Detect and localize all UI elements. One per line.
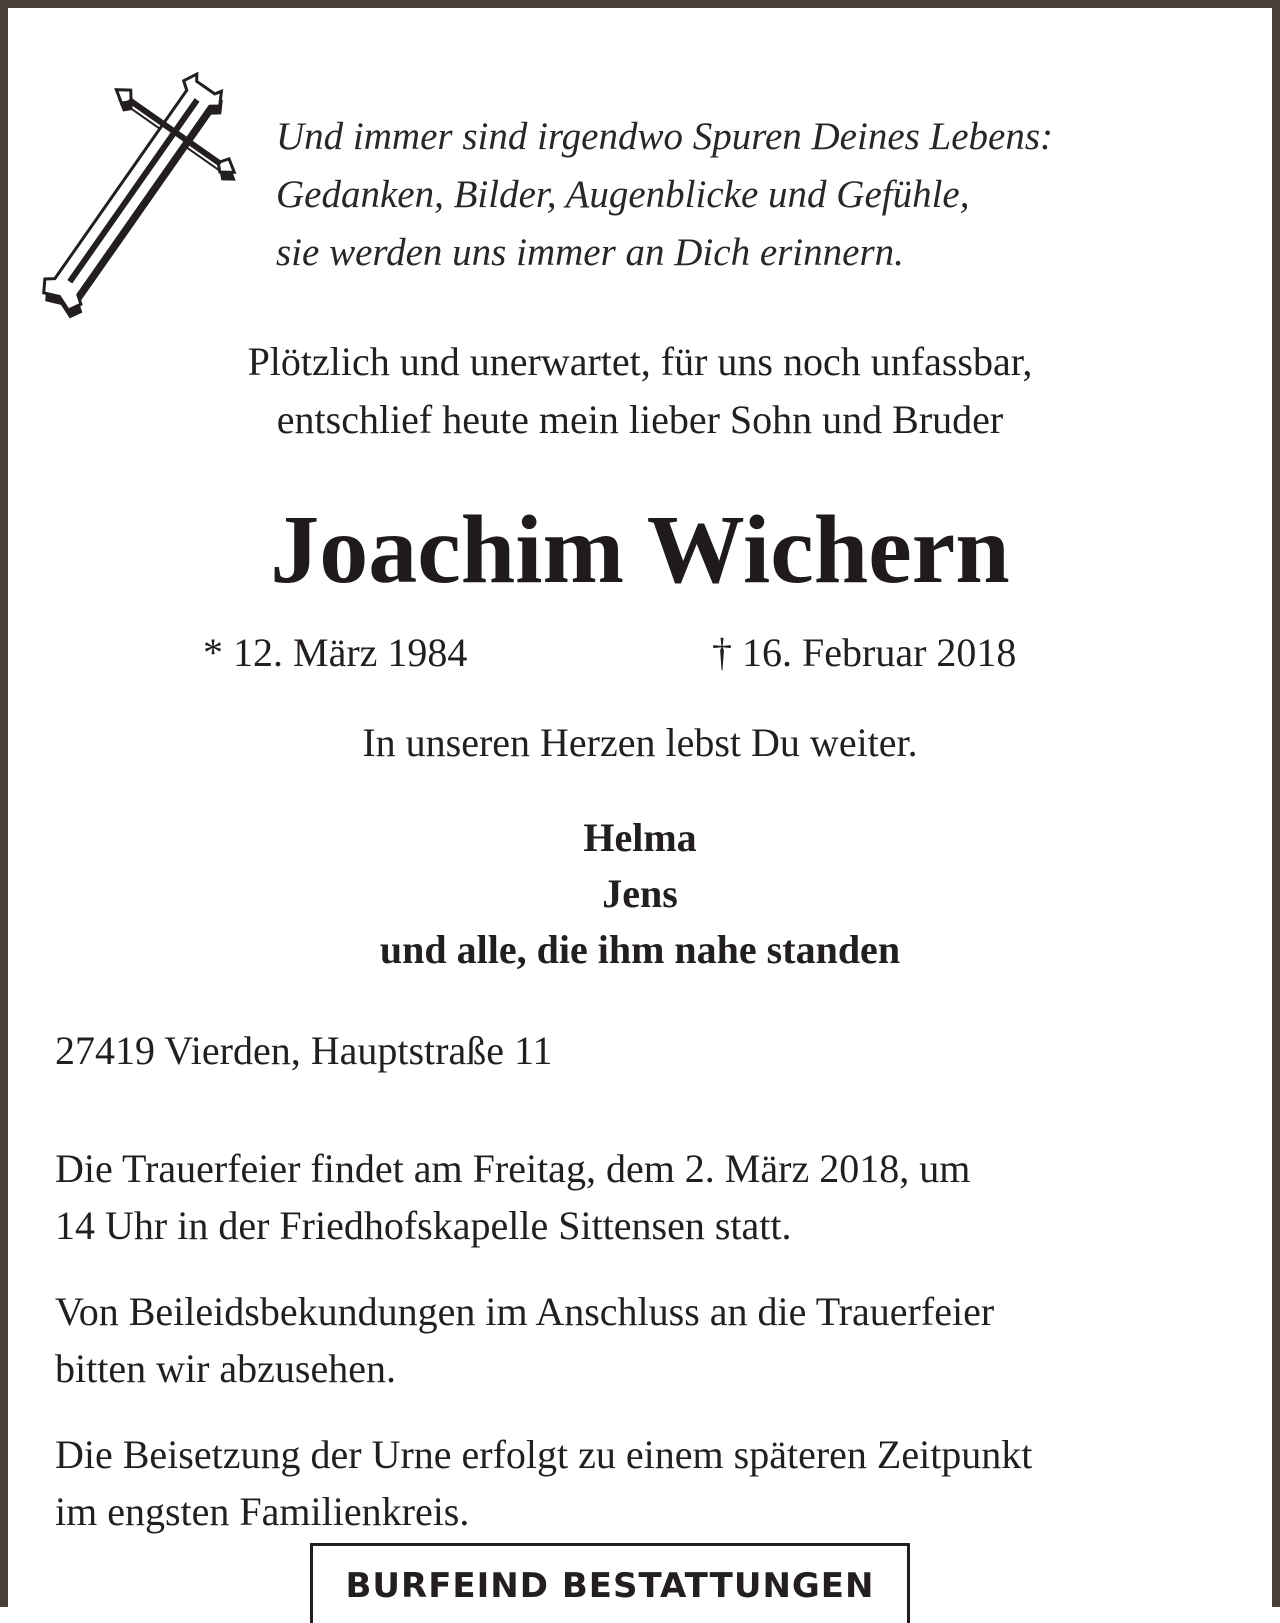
deceased-name: Joachim Wichern (270, 496, 1010, 604)
paragraph-line: Von Beileidsbekundungen im Anschluss an die Trauerfeier (55, 1289, 995, 1334)
cross-icon (22, 58, 247, 322)
funeral-home-logo (310, 1543, 910, 1623)
mourners-list (0, 810, 1280, 978)
birth-date: * 12. März 1984 (203, 630, 468, 675)
verse-line: Und immer sind irgendwo Spuren Deines Lebens: (276, 115, 1054, 158)
address: 27419 Vierden, Hauptstraße 11 (55, 1028, 553, 1073)
intro-line: entschlief heute mein lieber Sohn und Bruder (276, 397, 1004, 442)
memorial-verse (276, 108, 1266, 282)
motto-text: In unseren Herzen lebst Du weiter. (362, 720, 918, 765)
mourner-name: Jens (602, 871, 678, 916)
paragraph-line: 14 Uhr in der Friedhofskapelle Sittensen statt. (55, 1203, 792, 1248)
mourner-name: Helma (583, 815, 697, 860)
paragraph-line: im engsten Familienkreis. (55, 1489, 470, 1534)
service-info (55, 1140, 1255, 1254)
condolence-note (55, 1283, 1255, 1397)
paragraph-line: Die Beisetzung der Urne erfolgt zu einem späteren Zeitpunkt (55, 1432, 1033, 1477)
funeral-home-name: BURFEIND BESTATTUNGEN (345, 1566, 875, 1606)
mourner-name: und alle, die ihm nahe standen (379, 927, 901, 972)
verse-line: Gedanken, Bilder, Augenblicke und Gefühle, (276, 173, 970, 216)
paragraph-line: bitten wir abzusehen. (55, 1346, 396, 1391)
verse-line: sie werden uns immer an Dich erinnern. (276, 231, 904, 274)
intro-text (0, 333, 1280, 449)
death-date: † 16. Februar 2018 (712, 630, 1017, 675)
paragraph-line: Die Trauerfeier findet am Freitag, dem 2. März 2018, um (55, 1146, 971, 1191)
burial-note (55, 1426, 1255, 1540)
intro-line: Plötzlich und unerwartet, für uns noch unfassbar, (247, 339, 1033, 384)
